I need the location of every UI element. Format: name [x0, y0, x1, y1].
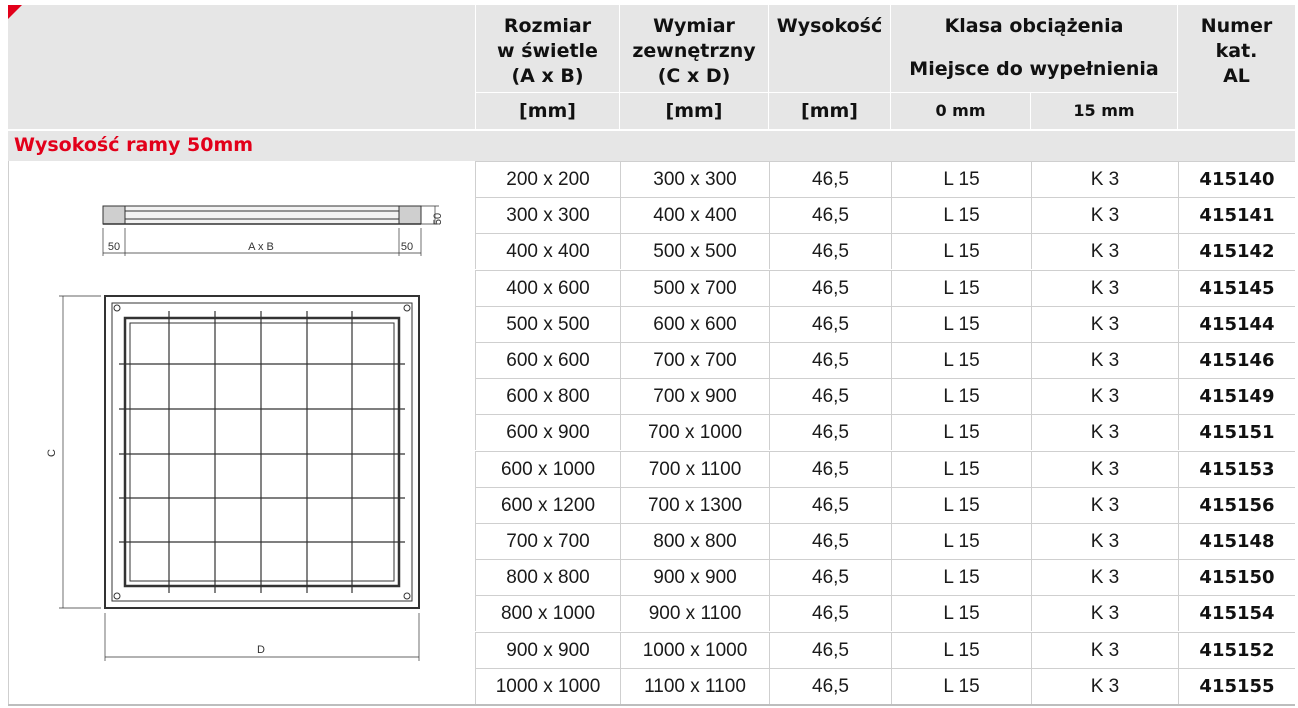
cell-outer: 700 x 1000 — [620, 415, 769, 450]
cell-height: 46,5 — [769, 488, 891, 523]
header-catalog-line1: Numer — [1200, 15, 1273, 37]
cell-catalog-number: 415144 — [1178, 307, 1295, 342]
cell-load-15mm: K 3 — [1031, 343, 1178, 378]
cell-outer: 500 x 500 — [620, 234, 769, 269]
cell-height: 46,5 — [769, 560, 891, 595]
section-bar — [8, 131, 1295, 161]
cell-load-15mm: K 3 — [1031, 415, 1178, 450]
cell-load-0mm: L 15 — [891, 633, 1031, 668]
header-load-title: Klasa obciążenia — [944, 15, 1124, 37]
cell-load-0mm: L 15 — [891, 234, 1031, 269]
cell-height: 46,5 — [769, 452, 891, 487]
table-row — [475, 342, 1295, 378]
header-catalog — [1178, 5, 1295, 129]
header-height-line1: Wysokość — [776, 15, 883, 37]
header-outer-line3: (C x D) — [657, 65, 731, 87]
cell-outer: 700 x 700 — [620, 343, 769, 378]
cell-load-15mm: K 3 — [1031, 379, 1178, 414]
cell-load-15mm: K 3 — [1031, 524, 1178, 559]
table-row — [475, 523, 1295, 559]
cell-outer: 1100 x 1100 — [620, 669, 769, 704]
cell-outer: 1000 x 1000 — [620, 633, 769, 668]
cell-size: 600 x 1000 — [475, 452, 620, 487]
cell-height: 46,5 — [769, 669, 891, 704]
header-load-0mm: 0 mm — [935, 101, 986, 120]
table-row — [475, 668, 1295, 704]
cell-catalog-number: 415140 — [1178, 162, 1295, 197]
dim-ab-label: A x B — [248, 241, 274, 253]
dim-height-label: 50 — [432, 212, 444, 226]
cell-catalog-number: 415142 — [1178, 234, 1295, 269]
header-outer — [620, 5, 768, 129]
cell-outer: 900 x 900 — [620, 560, 769, 595]
cell-catalog-number: 415154 — [1178, 596, 1295, 631]
plan-view — [59, 296, 419, 661]
header-load-subtitle: Miejsce do wypełnienia — [909, 58, 1159, 80]
cell-load-0mm: L 15 — [891, 596, 1031, 631]
header-size — [476, 5, 619, 129]
header-load-15mm: 15 mm — [1073, 101, 1135, 120]
header-catalog-line2: kat. — [1215, 40, 1258, 62]
table-row — [475, 595, 1295, 631]
cell-size: 500 x 500 — [475, 307, 620, 342]
cell-load-0mm: L 15 — [891, 379, 1031, 414]
cell-load-0mm: L 15 — [891, 488, 1031, 523]
dim-c-label: C — [46, 449, 58, 457]
technical-drawing — [8, 161, 476, 704]
cell-size: 700 x 700 — [475, 524, 620, 559]
cell-size: 600 x 1200 — [475, 488, 620, 523]
cell-catalog-number: 415150 — [1178, 560, 1295, 595]
cell-catalog-number: 415146 — [1178, 343, 1295, 378]
header-outer-line2: zewnętrzny — [632, 40, 756, 62]
header-outer-unit: [mm] — [665, 100, 723, 122]
cell-load-0mm: L 15 — [891, 415, 1031, 450]
table-row — [475, 197, 1295, 233]
cell-load-0mm: L 15 — [891, 452, 1031, 487]
dim-left-label: 50 — [107, 241, 121, 253]
cell-load-15mm: K 3 — [1031, 452, 1178, 487]
cell-size: 400 x 400 — [475, 234, 620, 269]
cell-size: 600 x 900 — [475, 415, 620, 450]
cell-height: 46,5 — [769, 271, 891, 306]
table-row — [475, 270, 1295, 306]
cell-size: 600 x 800 — [475, 379, 620, 414]
cell-outer: 900 x 1100 — [620, 596, 769, 631]
cell-load-15mm: K 3 — [1031, 669, 1178, 704]
cell-load-15mm: K 3 — [1031, 234, 1178, 269]
cell-height: 46,5 — [769, 343, 891, 378]
header-size-line1: Rozmiar — [503, 15, 592, 37]
cell-height: 46,5 — [769, 379, 891, 414]
cell-load-15mm: K 3 — [1031, 198, 1178, 233]
cell-size: 200 x 200 — [475, 162, 620, 197]
cell-load-0mm: L 15 — [891, 307, 1031, 342]
cell-catalog-number: 415141 — [1178, 198, 1295, 233]
table-row — [475, 487, 1295, 523]
header-size-unit: [mm] — [519, 100, 576, 122]
cell-outer: 300 x 300 — [620, 162, 769, 197]
table-row — [475, 559, 1295, 595]
cell-height: 46,5 — [769, 307, 891, 342]
cell-catalog-number: 415156 — [1178, 488, 1295, 523]
dim-d-label: D — [257, 644, 265, 656]
header-height-unit: [mm] — [801, 100, 858, 122]
cell-size: 400 x 600 — [475, 271, 620, 306]
cell-height: 46,5 — [769, 415, 891, 450]
cell-load-15mm: K 3 — [1031, 162, 1178, 197]
cell-catalog-number: 415152 — [1178, 633, 1295, 668]
drawing-svg — [9, 161, 476, 704]
cell-outer: 600 x 600 — [620, 307, 769, 342]
header-size-line3: (A x B) — [511, 65, 584, 87]
cell-load-0mm: L 15 — [891, 162, 1031, 197]
cell-catalog-number: 415149 — [1178, 379, 1295, 414]
cell-outer: 700 x 1300 — [620, 488, 769, 523]
header-catalog-line3: AL — [1223, 65, 1250, 87]
cell-height: 46,5 — [769, 162, 891, 197]
table-row — [475, 451, 1295, 487]
header-size-line2: w świetle — [497, 40, 598, 62]
table-row — [475, 414, 1295, 450]
cell-height: 46,5 — [769, 198, 891, 233]
cell-load-0mm: L 15 — [891, 560, 1031, 595]
cell-outer: 400 x 400 — [620, 198, 769, 233]
cell-load-15mm: K 3 — [1031, 307, 1178, 342]
cell-load-15mm: K 3 — [1031, 560, 1178, 595]
cell-size: 300 x 300 — [475, 198, 620, 233]
cell-load-15mm: K 3 — [1031, 488, 1178, 523]
cell-outer: 800 x 800 — [620, 524, 769, 559]
cell-load-0mm: L 15 — [891, 343, 1031, 378]
table-row — [475, 306, 1295, 342]
header-load-class — [891, 5, 1177, 129]
table-row — [475, 233, 1295, 269]
cell-catalog-number: 415151 — [1178, 415, 1295, 450]
cell-size: 600 x 600 — [475, 343, 620, 378]
cell-height: 46,5 — [769, 596, 891, 631]
table-bottom-border — [8, 704, 1295, 706]
cell-size: 800 x 1000 — [475, 596, 620, 631]
cell-size: 1000 x 1000 — [475, 669, 620, 704]
cell-catalog-number: 415155 — [1178, 669, 1295, 704]
cell-load-15mm: K 3 — [1031, 596, 1178, 631]
cell-size: 800 x 800 — [475, 560, 620, 595]
cell-outer: 700 x 900 — [620, 379, 769, 414]
cell-load-0mm: L 15 — [891, 669, 1031, 704]
cell-height: 46,5 — [769, 633, 891, 668]
cell-load-15mm: K 3 — [1031, 271, 1178, 306]
cell-outer: 500 x 700 — [620, 271, 769, 306]
cell-height: 46,5 — [769, 524, 891, 559]
cell-size: 900 x 900 — [475, 633, 620, 668]
table-row — [475, 632, 1295, 668]
section-title: Wysokość ramy 50mm — [14, 134, 254, 156]
cell-load-0mm: L 15 — [891, 524, 1031, 559]
cell-catalog-number: 415153 — [1178, 452, 1295, 487]
cell-load-0mm: L 15 — [891, 198, 1031, 233]
cell-load-15mm: K 3 — [1031, 633, 1178, 668]
cell-catalog-number: 415145 — [1178, 271, 1295, 306]
header-outer-line1: Wymiar — [653, 15, 735, 37]
cell-catalog-number: 415148 — [1178, 524, 1295, 559]
table-row — [475, 378, 1295, 414]
table-row — [475, 161, 1295, 197]
cell-load-0mm: L 15 — [891, 271, 1031, 306]
cell-height: 46,5 — [769, 234, 891, 269]
corner-marker — [8, 5, 22, 19]
header-height — [769, 5, 890, 129]
dim-right-label: 50 — [400, 241, 414, 253]
cell-outer: 700 x 1100 — [620, 452, 769, 487]
